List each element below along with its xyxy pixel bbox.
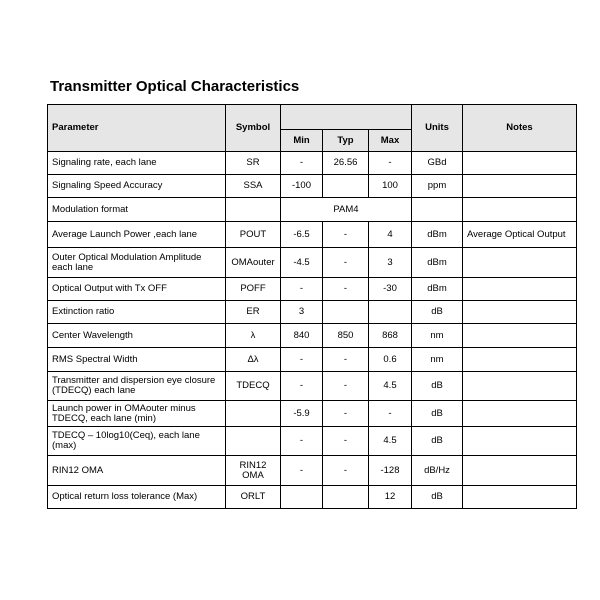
table-row xyxy=(48,324,577,348)
cell-typ: - xyxy=(323,348,369,372)
cell-max: 0.6 xyxy=(369,348,412,372)
cell-min: 840 xyxy=(281,324,323,348)
cell-symbol: ORLT xyxy=(226,486,281,509)
cell-notes xyxy=(463,248,577,278)
table-row xyxy=(48,278,577,301)
table-row xyxy=(48,401,577,427)
cell-units: dBm xyxy=(412,248,463,278)
cell-notes xyxy=(463,372,577,401)
cell-typ: - xyxy=(323,372,369,401)
cell-min: - xyxy=(281,348,323,372)
cell-parameter: RMS Spectral Width xyxy=(48,348,226,372)
cell-typ xyxy=(323,486,369,509)
table-row xyxy=(48,222,577,248)
cell-notes xyxy=(463,401,577,427)
cell-parameter: Signaling Speed Accuracy xyxy=(48,175,226,198)
cell-min: - xyxy=(281,427,323,456)
cell-notes xyxy=(463,427,577,456)
cell-min: - xyxy=(281,278,323,301)
cell-parameter: Signaling rate, each lane xyxy=(48,152,226,175)
cell-notes xyxy=(463,175,577,198)
cell-units: GBd xyxy=(412,152,463,175)
table-row xyxy=(48,175,577,198)
header-notes: Notes xyxy=(463,105,577,152)
header-min: Min xyxy=(281,130,323,152)
cell-max: - xyxy=(369,152,412,175)
cell-notes xyxy=(463,198,577,222)
cell-symbol: Δλ xyxy=(226,348,281,372)
cell-typ: - xyxy=(323,222,369,248)
cell-symbol: ER xyxy=(226,301,281,324)
cell-units xyxy=(412,198,463,222)
cell-notes: Average Optical Output xyxy=(463,222,577,248)
cell-parameter: Optical return loss tolerance (Max) xyxy=(48,486,226,509)
cell-min: - xyxy=(281,456,323,486)
table-row xyxy=(48,152,577,175)
cell-notes xyxy=(463,301,577,324)
cell-max: 100 xyxy=(369,175,412,198)
cell-modulation-value: PAM4 xyxy=(281,198,412,222)
cell-notes xyxy=(463,486,577,509)
cell-units: dB xyxy=(412,401,463,427)
cell-parameter: Modulation format xyxy=(48,198,226,222)
table-row xyxy=(48,427,577,456)
header-values-group xyxy=(281,105,412,130)
cell-max: -30 xyxy=(369,278,412,301)
cell-symbol: POUT xyxy=(226,222,281,248)
cell-parameter: Extinction ratio xyxy=(48,301,226,324)
page-title: Transmitter Optical Characteristics xyxy=(50,78,300,95)
cell-symbol: SR xyxy=(226,152,281,175)
cell-notes xyxy=(463,456,577,486)
cell-units: dB/Hz xyxy=(412,456,463,486)
cell-max xyxy=(369,301,412,324)
cell-min xyxy=(281,486,323,509)
cell-typ xyxy=(323,301,369,324)
table-header-row xyxy=(48,105,577,130)
cell-parameter: Average Launch Power ,each lane xyxy=(48,222,226,248)
cell-parameter: TDECQ – 10log10(Ceq), each lane (max) xyxy=(48,427,226,456)
transmitter-characteristics-table xyxy=(47,104,577,509)
cell-max: 4.5 xyxy=(369,372,412,401)
cell-typ: 26.56 xyxy=(323,152,369,175)
cell-max: 3 xyxy=(369,248,412,278)
cell-symbol xyxy=(226,427,281,456)
header-symbol: Symbol xyxy=(226,105,281,152)
cell-typ xyxy=(323,175,369,198)
cell-min: 3 xyxy=(281,301,323,324)
cell-symbol: OMAouter xyxy=(226,248,281,278)
header-typ: Typ xyxy=(323,130,369,152)
table-row xyxy=(48,372,577,401)
cell-units: nm xyxy=(412,324,463,348)
cell-symbol: RIN12 OMA xyxy=(226,456,281,486)
cell-max: 4 xyxy=(369,222,412,248)
cell-parameter: Optical Output with Tx OFF xyxy=(48,278,226,301)
cell-max: -128 xyxy=(369,456,412,486)
cell-max: - xyxy=(369,401,412,427)
table-row xyxy=(48,348,577,372)
cell-min: -100 xyxy=(281,175,323,198)
cell-max: 868 xyxy=(369,324,412,348)
cell-typ: - xyxy=(323,248,369,278)
cell-notes xyxy=(463,324,577,348)
cell-parameter: RIN12 OMA xyxy=(48,456,226,486)
cell-parameter: Outer Optical Modulation Amplitude each lane xyxy=(48,248,226,278)
cell-symbol: TDECQ xyxy=(226,372,281,401)
header-parameter: Parameter xyxy=(48,105,226,152)
cell-max: 12 xyxy=(369,486,412,509)
cell-typ: - xyxy=(323,456,369,486)
cell-notes xyxy=(463,348,577,372)
cell-units: ppm xyxy=(412,175,463,198)
cell-parameter: Launch power in OMAouter minus TDECQ, each lane (min) xyxy=(48,401,226,427)
cell-notes xyxy=(463,152,577,175)
header-max: Max xyxy=(369,130,412,152)
cell-units: dBm xyxy=(412,278,463,301)
cell-min: - xyxy=(281,152,323,175)
cell-min: -5.9 xyxy=(281,401,323,427)
cell-typ: - xyxy=(323,427,369,456)
cell-min: -4.5 xyxy=(281,248,323,278)
cell-symbol: POFF xyxy=(226,278,281,301)
cell-typ: 850 xyxy=(323,324,369,348)
table-row xyxy=(48,248,577,278)
table-row xyxy=(48,456,577,486)
cell-symbol: SSA xyxy=(226,175,281,198)
cell-symbol: λ xyxy=(226,324,281,348)
header-units: Units xyxy=(412,105,463,152)
cell-parameter: Center Wavelength xyxy=(48,324,226,348)
cell-units: nm xyxy=(412,348,463,372)
cell-typ: - xyxy=(323,401,369,427)
table-row xyxy=(48,198,577,222)
table-row xyxy=(48,301,577,324)
cell-symbol xyxy=(226,198,281,222)
cell-typ: - xyxy=(323,278,369,301)
cell-notes xyxy=(463,278,577,301)
cell-min: -6.5 xyxy=(281,222,323,248)
cell-max: 4.5 xyxy=(369,427,412,456)
cell-min: - xyxy=(281,372,323,401)
table-row xyxy=(48,486,577,509)
cell-units: dBm xyxy=(412,222,463,248)
cell-units: dB xyxy=(412,427,463,456)
cell-units: dB xyxy=(412,301,463,324)
cell-parameter: Transmitter and dispersion eye closure (TDECQ) each lane xyxy=(48,372,226,401)
cell-symbol xyxy=(226,401,281,427)
cell-units: dB xyxy=(412,486,463,509)
cell-units: dB xyxy=(412,372,463,401)
